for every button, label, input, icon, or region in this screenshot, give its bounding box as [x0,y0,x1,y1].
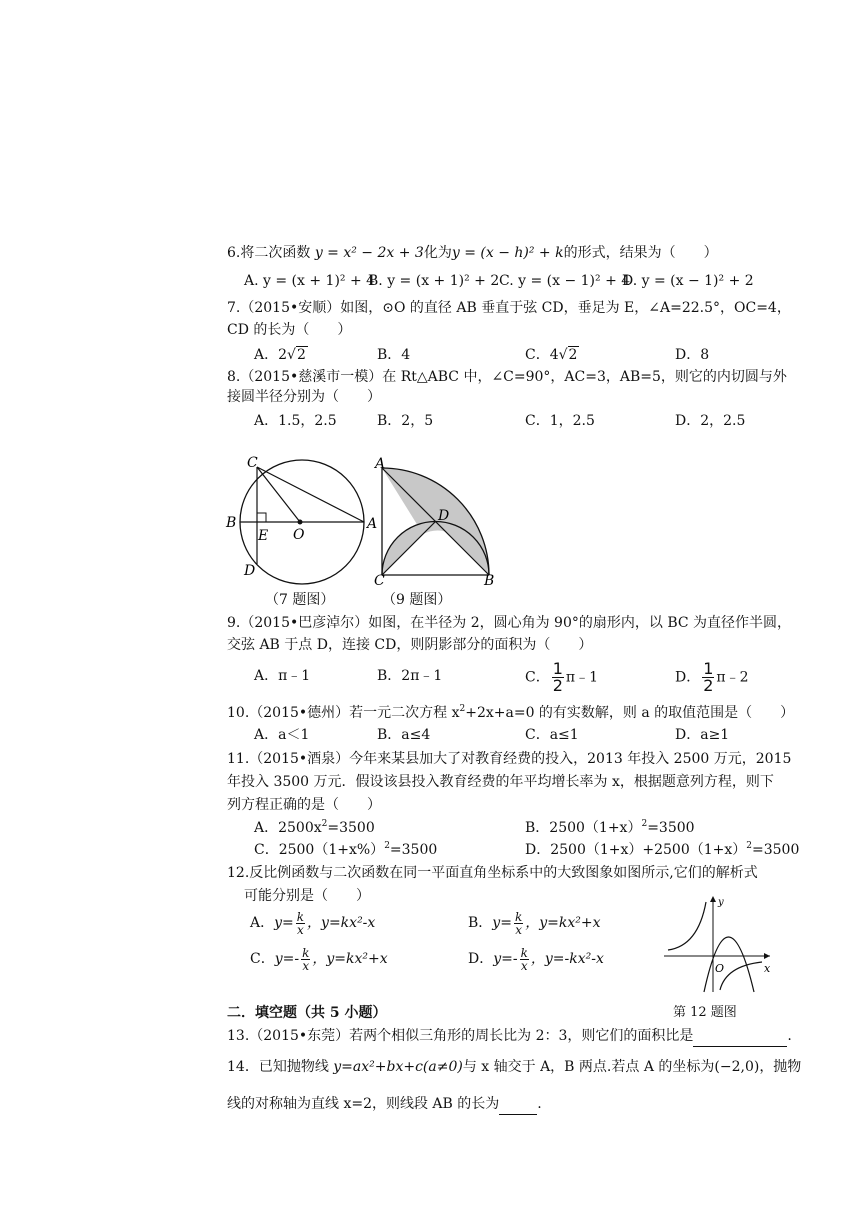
q6-option-d: D. y = (x − 1)² + 2 [622,273,754,289]
q10-line1: 10.（2015•德州）若一元二次方程 $x^2+2x+a=0$ 的有实数解，则 a 的取值范围是（ ） [227,704,795,721]
fig12-y-arrow [710,896,716,902]
q10-option-a: A．a＜1 [254,727,310,743]
q12-option-d: D．y=- $\frac{k}{x}$ ，y=-kx²-x [468,945,604,973]
figure-12 [658,892,778,994]
q11-option-d: D．$2500(1+x)+2500(1+x)^2=3500$ [525,841,800,858]
q8-line2: 接圆半径分别为（ ） [227,389,381,405]
fig7-caption: （7 题图） [265,592,335,608]
q6-stem: 6.将二次函数 y = x² − 2x + 3化为y = (x − h)² + k的形式，结果为（ ） [227,245,718,261]
q10-option-d: D．a≥1 [675,727,730,743]
fig7-center-point [298,520,303,525]
q7-line1: 7.（2015•安顺）如图，⊙O 的直径 AB 垂直于弦 CD，垂足为 E，∠A=22.5°，OC=4， [227,300,791,316]
fig7-label-o: O [293,527,305,543]
fig7-segment-co [257,467,300,522]
fig9-label-b: B [484,573,495,586]
q9-option-c: C． $\frac{1}{2}$ π﹣1 [525,659,599,695]
fig9-label-c: C [374,573,385,586]
q7-option-c: C．4√2 [525,347,578,363]
fig7-segment-ca [257,467,364,522]
fig12-x-arrow [764,953,770,959]
q6-vertex-form: y = (x − h)² + k [451,245,564,261]
fig12-caption: 第 12 题图 [673,1005,737,1020]
fig9-label-d: D [438,508,450,524]
q8-option-b: B．2，5 [377,413,434,429]
q6-option-a: A. y = (x + 1)² + 4 [244,273,376,289]
q9-line2: 交弦 AB 于点 D，连接 CD，则阴影部分的面积为（ ） [227,637,593,653]
q9-line1: 9.（2015•巴彦淖尔）如图，在半径为 2，圆心角为 90°的扇形内，以 BC 为直径作半圆， [227,615,792,631]
q6-function: y = x² − 2x + 3 [314,245,424,261]
q6-option-c: C. y = (x − 1)² + 4 [499,273,631,289]
fig7-label-a: A [367,516,378,532]
q10-option-b: B．a≤4 [377,727,431,743]
fig9-label-a: A [375,456,386,472]
q13-text: 13.（2015•东莞）若两个相似三角形的周长比为 2：3，则它们的面积比是 . [227,1026,792,1047]
fig9-caption: （9 题图） [382,592,452,608]
fig7-label-c: C [247,455,258,471]
fig12-hyperbola-left [668,902,706,950]
q7-line2: CD 的长为（ ） [227,322,352,338]
q12-line2: 可能分别是（ ） [244,888,370,904]
q11-line3: 列方程正确的是（ ） [227,797,381,813]
q12-option-a: A．y= $\frac{k}{x}$ ，y=kx²-x [250,909,376,937]
q11-option-c: C．$2500(1+x\%)^2=3500$ [254,841,438,858]
q9-option-b: B．2π﹣1 [377,668,443,684]
q12-line1: 12.反比例函数与二次函数在同一平面直角坐标系中的大致图象如图所示,它们的解析式 [227,865,758,881]
q9-option-a: A．π﹣1 [254,668,311,684]
fig12-label-y: y [718,897,724,908]
q6-option-b: B. y = (x + 1)² + 2 [368,273,500,289]
q12-option-b: B．y= $\frac{k}{x}$ ，y=kx²+x [468,909,601,937]
q14-line1: 14．已知抛物线 y=ax²+bx+c(a≠0)与 x 轴交于 A，B 两点.若点 A 的坐标为(−2,0)，抛物 [227,1059,802,1075]
q7-option-d: D．8 [675,347,710,363]
fig12-hyperbola-right [720,962,762,990]
q8-option-d: D．2，2.5 [675,413,746,429]
q11-line1: 11.（2015•酒泉）今年来某县加大了对教育经费的投入，2013 年投入 2500 万元，2015 [227,751,792,767]
fig7-label-d: D [244,563,256,579]
fig7-label-e: E [258,528,269,544]
q14-line2: 线的对称轴为直线 x=2，则线段 AB 的长为 . [227,1094,542,1115]
fig7-label-b: B [226,515,237,531]
fig7-right-angle-mark [257,513,266,522]
q8-option-c: C．1，2.5 [525,413,595,429]
figure-9 [370,456,505,586]
figure-7 [222,452,382,592]
fig12-parabola [704,937,754,992]
fig12-label-x: x [764,962,771,975]
fig12-label-o: O [715,962,725,975]
q9-option-d: D． $\frac{1}{2}$ π﹣2 [675,659,749,695]
q13-answer-blank [693,1026,787,1047]
q14-answer-blank [499,1094,537,1115]
q11-option-b: B．$2500(1+x)^2=3500$ [525,819,695,836]
q8-option-a: A．1.5，2.5 [254,413,337,429]
q7-option-a: A．2√2 [254,347,306,363]
q8-line1: 8.（2015•慈溪市一模）在 Rt△ABC 中，∠C=90°，AC=3，AB=5，则它的内切圆与外 [227,369,787,385]
section-2-heading: 二．填空题（共 5 小题） [227,1005,387,1021]
q10-option-c: C．a≤1 [525,727,579,743]
q12-option-c: C．y=- $\frac{k}{x}$ ，y=kx²+x [250,945,388,973]
q11-line2: 年投入 3500 万元．假设该县投入教育经费的年平均增长率为 x，根据题意列方程，则下 [227,774,774,790]
q7-option-b: B．4 [377,347,411,363]
q11-option-a: A．$2500x^2=3500$ [254,819,375,836]
